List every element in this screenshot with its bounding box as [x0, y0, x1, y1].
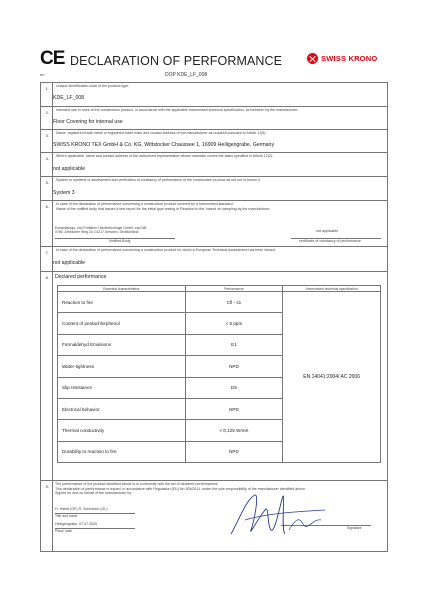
product-code: KDE_LF_008	[53, 95, 85, 101]
handwritten-signature	[225, 490, 330, 542]
performance-table	[57, 285, 381, 463]
performance-cell: < 5 ppm	[185, 313, 283, 334]
notified-body-line-2: 0766, Zellescher Weg 24, 01217 Dresden, Deutschland	[55, 230, 139, 234]
performance-cell: < 0,125 W/mK	[185, 420, 283, 441]
performance-cell: Cfl - s1	[185, 292, 283, 313]
performance-cell: NPD	[185, 441, 283, 462]
section-number: 8.	[45, 274, 49, 280]
section-caption: Unique identification code of the product-type:	[56, 84, 130, 88]
section-number: 3.	[45, 132, 49, 138]
place-date: Heiligengrabe, 07.07.2020	[55, 522, 98, 526]
characteristic-cell: Water-tightness	[58, 356, 186, 377]
section-caption: Name, registered trade name or registered trade mark and contact address of the manufacturer as required pursuant to Article 11(5):	[56, 131, 267, 135]
section-caption: In case of the declaration of performance concerning a construction product covered by a harmonised standard:	[56, 202, 234, 206]
column-header-characteristics: Essential characteristics	[58, 286, 186, 292]
section-3	[41, 130, 387, 153]
swiss-krono-logo-icon	[307, 53, 318, 64]
section-caption: In case of the declaration of performance concerning a construction product for which a European Technical Assessment has been issued:	[56, 248, 276, 252]
avcp-system: System 3	[53, 190, 75, 196]
section-9	[41, 481, 387, 551]
section-caption: Intended use or uses of the construction product, in accordance with the applicable harmonised technical specification, as foreseen by the manufacturer:	[56, 108, 299, 112]
document-reference: DOP KDE_LF_008	[165, 72, 208, 78]
characteristic-cell: Slip resistance	[58, 377, 186, 398]
harmonised-specification: EN 14041:2004/ AC 2006	[283, 292, 381, 463]
section-number: 1.	[45, 85, 49, 91]
column-header-specification: Harmonised technical specification	[283, 286, 381, 292]
ce-mark: CE	[40, 48, 65, 69]
characteristic-cell: Durability to reaction to fire	[58, 441, 186, 462]
performance-cell: E1	[185, 334, 283, 355]
section-number: 9.	[45, 483, 49, 489]
section-caption: Where applicable, name and contact address of the authorised representative whose mandate covers the tasks specified in Article 12(2):	[56, 154, 274, 158]
section-7	[41, 247, 387, 272]
characteristic-cell: Content of pentachlorphenol	[58, 313, 186, 334]
swiss-krono-logo	[307, 53, 377, 64]
section-number: 2.	[45, 109, 49, 115]
table-row	[58, 292, 381, 313]
performance-cell: NPD	[185, 356, 283, 377]
regulation-statement: This declaration of performance is issued, in accordance with Regulation (EU) No 305/2011, under the sole responsibility of the manufacturer identified above.	[55, 486, 307, 491]
declared-performance-heading: Declared performance	[55, 274, 107, 280]
section-caption-2: Name of the notified body that issued a test report for the initial type testing of Reaction to fire, based on sampling by the manufacturer.	[56, 207, 271, 211]
characteristic-cell: Formaldehyd Emissions	[58, 334, 186, 355]
section-number: 5.	[45, 179, 49, 185]
section-caption: System or systems of assessment and verification of constancy of performance of the construction product as set out in Annex V:	[56, 178, 262, 182]
section-4	[41, 153, 387, 177]
characteristic-cell: Reaction to fire	[58, 292, 186, 313]
eta-value: not applicable	[53, 260, 86, 266]
column-header-performance: Performance	[185, 286, 283, 292]
section-1	[41, 83, 387, 107]
document-title: DECLARATION OF PERFORMANCE	[70, 54, 283, 68]
signer-caption: Title and name	[55, 514, 78, 518]
intended-use: Floor Covering for internal use	[53, 119, 123, 125]
section-8	[41, 272, 387, 481]
authorised-representative: not applicable	[53, 166, 86, 172]
section-6	[41, 201, 387, 247]
certificate-caption: certificate of constancy of performance	[299, 239, 361, 243]
conformity-statement: The performance of the product identified above is in conformity with the set of declared performances.	[55, 482, 219, 486]
declaration-frame	[40, 82, 388, 552]
characteristic-cell: Thermal conductivity	[58, 420, 186, 441]
section-number: 7.	[45, 249, 49, 255]
language-code: en	[40, 72, 45, 77]
section-number: 4.	[45, 155, 49, 161]
characteristic-cell: Electrical behavior	[58, 398, 186, 419]
section-2	[41, 107, 387, 130]
manufacturer-address: SWISS KRONO TEX GmbH & Co. KG, Wittstocker Chaussee 1, 16909 Heiligengrabe, Germany	[53, 142, 275, 148]
notified-body-line-1: Entwicklungs- und Prüflabor Holztechnologie GmbH, epd NB	[55, 226, 147, 230]
place-date-caption: Place, date	[55, 529, 72, 533]
performance-cell: DS	[185, 377, 283, 398]
signer-names: H. Haedt (GF) R. Schneider (GL)	[55, 507, 108, 511]
section-5	[41, 177, 387, 201]
certificate-value: not applicable	[316, 229, 339, 233]
signature-caption: Signature	[347, 526, 362, 530]
performance-cell: NPD	[185, 398, 283, 419]
notified-body-caption: Notified Body	[109, 239, 131, 243]
logo-text: SWISS KRONO	[321, 54, 378, 63]
section-number: 6.	[45, 203, 49, 209]
signed-by-statement: Signed for and on behalf of the manufacturer by:	[55, 491, 133, 495]
